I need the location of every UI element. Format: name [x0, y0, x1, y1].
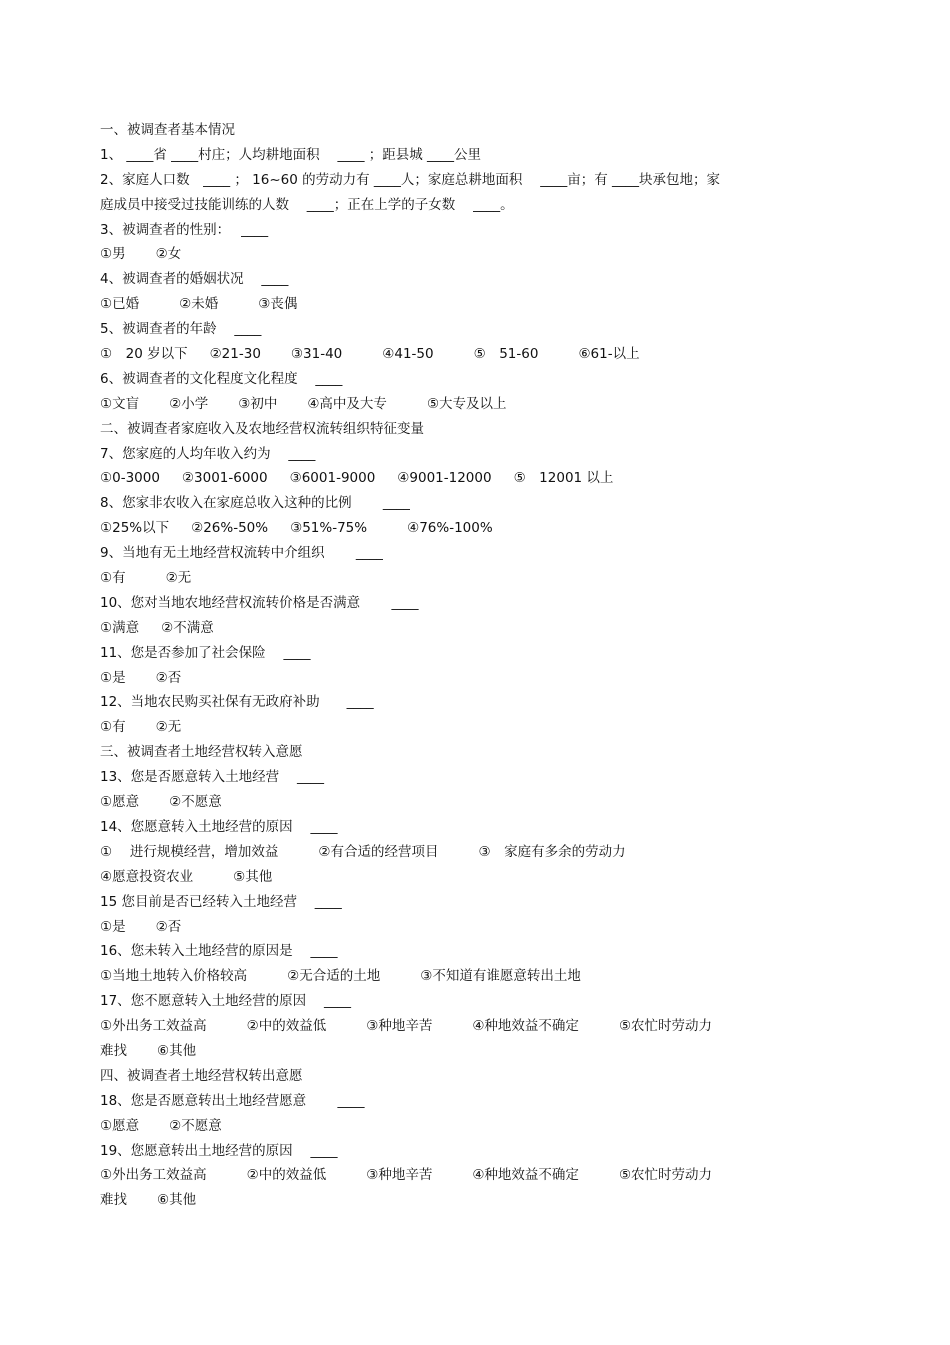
option: ②无	[155, 719, 182, 736]
option: ①外出务工效益高	[100, 1018, 207, 1035]
option: ③丧偶	[258, 296, 298, 313]
option: ①是	[100, 918, 126, 935]
option: ①0-3000	[100, 470, 160, 487]
option: ②小学	[169, 395, 209, 412]
question-12-options	[100, 715, 820, 740]
option: ⑤ 51-60	[473, 346, 539, 363]
option: ①当地土地转入价格较高	[100, 968, 248, 985]
option: ③ 家庭有多余的劳动力	[478, 843, 626, 860]
option: ④高中及大专	[307, 395, 387, 412]
option: ②中的效益低	[246, 1167, 327, 1184]
option: ②有合适的经营项目	[318, 843, 439, 860]
option: ①满意	[100, 619, 140, 636]
question-2-line-2: 庭成员中接受过技能训练的人数 ____；正在上学的子女数 ____。	[100, 196, 514, 213]
question-7-options	[100, 466, 820, 491]
question-7: 7、您家庭的人均年收入约为 ____	[100, 445, 316, 462]
option: ③不知道有谁愿意转出土地	[420, 968, 581, 985]
question-17-options-row-1	[100, 1014, 820, 1039]
option: ②无合适的土地	[287, 968, 381, 985]
option: ④种地效益不确定	[472, 1018, 579, 1035]
option: ②未婚	[179, 296, 219, 313]
option: ②26%-50%	[191, 520, 269, 537]
option: ②否	[155, 918, 182, 935]
section-heading-3: 三、被调查者土地经营权转入意愿	[100, 744, 303, 761]
question-9-options	[100, 566, 820, 591]
option: ①愿意	[100, 1117, 140, 1134]
option: ⑤农忙时劳动力	[618, 1167, 713, 1184]
question-14: 14、您愿意转入土地经营的原因 ____	[100, 818, 338, 835]
option: ④9001-12000	[397, 470, 492, 487]
option: ⑥61-以上	[578, 346, 640, 363]
question-19-options-row-2	[100, 1188, 820, 1213]
option: ②不愿意	[169, 794, 222, 811]
option: ① 进行规模经营，增加效益	[100, 843, 279, 860]
option: ① 20 岁以下	[100, 346, 188, 363]
option: ⑥其他	[157, 1192, 197, 1209]
question-19: 19、您愿意转出土地经营的原因 ____	[100, 1142, 338, 1159]
option: ③种地辛苦	[366, 1018, 433, 1035]
question-8: 8、您家非农收入在家庭总收入这种的比例 ____	[100, 495, 410, 512]
option: ③种地辛苦	[366, 1167, 433, 1184]
section-heading-4: 四、被调查者土地经营权转出意愿	[100, 1067, 303, 1084]
option: ②不愿意	[169, 1117, 222, 1134]
question-12: 12、当地农民购买社保有无政府补助 ____	[100, 694, 374, 711]
question-15-options	[100, 915, 820, 940]
option: ①25%以下	[100, 520, 170, 537]
option: ③6001-9000	[289, 470, 376, 487]
option: ④41-50	[382, 346, 434, 363]
question-15: 15 您目前是否已经转入土地经营 ____	[100, 893, 342, 910]
question-18-options	[100, 1114, 820, 1139]
option: ①是	[100, 669, 126, 686]
question-2-line-1: 2、家庭人口数 ____ ； 16~60 的劳动力有 ____人；家庭总耕地面积 ____亩；有 ____块承包地；家	[100, 171, 721, 188]
question-13-options	[100, 790, 820, 815]
option: ②3001-6000	[181, 470, 268, 487]
option: 难找	[100, 1042, 127, 1059]
option: ②否	[155, 669, 182, 686]
question-4: 4、被调查者的婚姻状况 ____	[100, 271, 289, 288]
question-16: 16、您未转入土地经营的原因是 ____	[100, 943, 338, 960]
option: ④愿意投资农业	[100, 868, 194, 885]
option: ④种地效益不确定	[472, 1167, 579, 1184]
option: ①有	[100, 570, 126, 587]
option: ②不满意	[161, 619, 214, 636]
option: ⑤其他	[233, 868, 273, 885]
section-heading-1: 一、被调查者基本情况	[100, 122, 235, 138]
option: ②21-30	[209, 346, 261, 363]
question-1: 1、 ____省 ____村庄；人均耕地面积 ____ ；距县城 ____公里	[100, 146, 482, 163]
question-10: 10、您对当地农地经营权流转价格是否满意 ____	[100, 594, 419, 611]
option: ①外出务工效益高	[100, 1167, 207, 1184]
section-heading-2: 二、被调查者家庭收入及农地经营权流转组织特征变量	[100, 420, 424, 437]
option: ⑤大专及以上	[426, 395, 507, 412]
option: 难找	[100, 1192, 127, 1209]
question-16-options	[100, 964, 820, 989]
option: ②女	[155, 246, 182, 263]
question-13: 13、您是否愿意转入土地经营 ____	[100, 769, 324, 786]
question-11: 11、您是否参加了社会保险 ____	[100, 644, 311, 661]
option: ③31-40	[290, 346, 343, 363]
question-14-options-row-2	[100, 865, 820, 890]
question-4-options	[100, 292, 820, 317]
option: ①愿意	[100, 794, 140, 811]
question-6: 6、被调查者的文化程度文化程度 ____	[100, 370, 343, 387]
question-11-options	[100, 666, 820, 691]
question-5: 5、被调查者的年龄 ____	[100, 321, 262, 338]
option: ⑤ 12001 以上	[513, 470, 614, 487]
question-5-options	[100, 342, 820, 367]
question-3-options	[100, 242, 820, 267]
questionnaire-page	[100, 118, 820, 1213]
question-3: 3、被调查者的性别： ____	[100, 221, 269, 238]
option: ④76%-100%	[407, 520, 493, 537]
option: ③51%-75%	[290, 520, 368, 537]
question-17-options-row-2	[100, 1039, 820, 1064]
option: ①文盲	[100, 395, 140, 412]
option: ②无	[165, 570, 192, 587]
question-8-options	[100, 516, 820, 541]
option: ①已婚	[100, 296, 140, 313]
question-18: 18、您是否愿意转出土地经营愿意 ____	[100, 1092, 365, 1109]
option: ①有	[100, 719, 126, 736]
question-6-options	[100, 392, 820, 417]
question-17: 17、您不愿意转入土地经营的原因 ____	[100, 993, 351, 1010]
option: ②中的效益低	[246, 1018, 327, 1035]
question-14-options-row-1	[100, 840, 820, 865]
question-9: 9、当地有无土地经营权流转中介组织 ____	[100, 545, 383, 562]
question-10-options	[100, 616, 820, 641]
option: ①男	[100, 246, 126, 263]
option: ③初中	[238, 395, 278, 412]
option: ⑤农忙时劳动力	[618, 1018, 713, 1035]
option: ⑥其他	[157, 1042, 197, 1059]
question-19-options-row-1	[100, 1163, 820, 1188]
